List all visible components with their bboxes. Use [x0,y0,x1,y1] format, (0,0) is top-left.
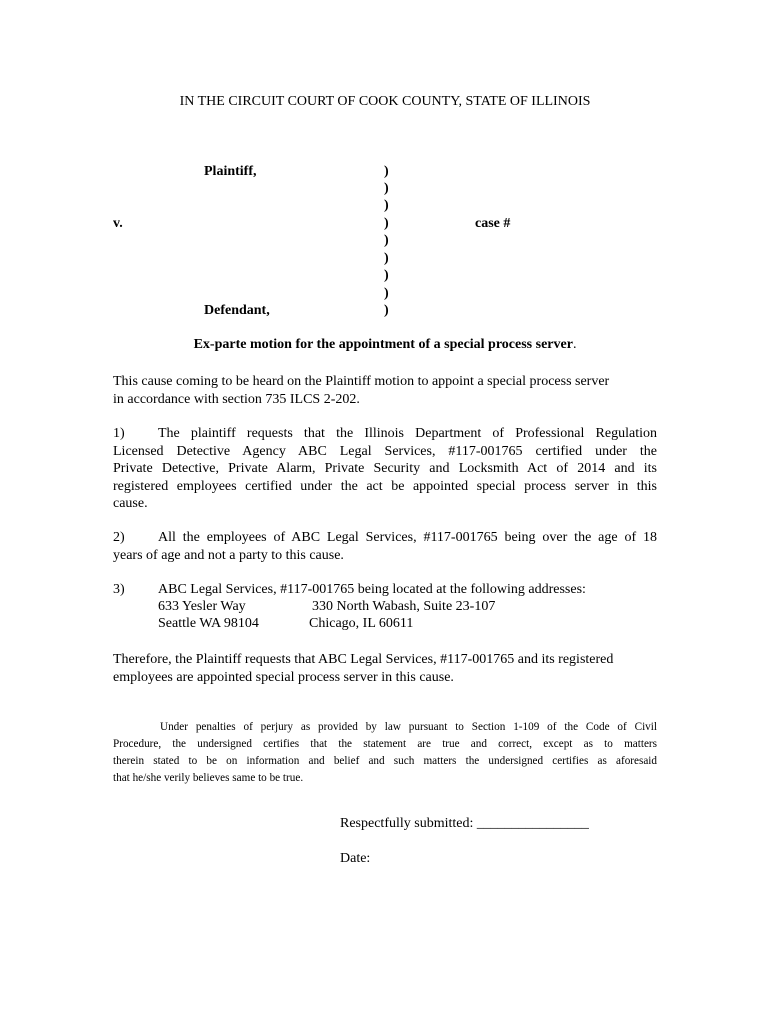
numbered-item-3 [113,581,657,599]
item-line: Private Detective, Private Alarm, Private Security and Locksmith Act of 2014 and its [113,461,657,476]
therefore-paragraph [113,651,657,686]
item-number: 1) [113,426,125,441]
date-label: Date: [340,851,371,866]
case-number-label: case # [475,216,511,231]
caption-paren: ) [384,233,389,248]
item-number: 3) [113,582,125,597]
item-line-text: ABC Legal Services, #117-001765 being located at the following addresses: [158,582,586,597]
item-line: Licensed Detective Agency ABC Legal Services, #117-001765 certified under the [113,443,657,459]
plaintiff-label: Plaintiff, [204,164,257,179]
certification-line: that he/she verily believes same to be true. [113,772,304,784]
item-line [113,529,657,547]
versus-label: v. [113,216,123,231]
intro-paragraph [113,373,657,408]
address-street: 330 North Wabash, Suite 23-107 [312,599,496,614]
numbered-item-2 [113,529,657,564]
respectfully-submitted-line: Respectfully submitted: ________________ [340,816,589,831]
address-city: Chicago, IL 60611 [309,616,414,631]
intro-line: in accordance with section 735 ILCS 2-202. [113,391,360,407]
motion-title [0,337,770,353]
caption-paren: ) [384,181,389,196]
caption-paren: ) [384,164,389,179]
address-street: 633 Yesler Way [158,599,246,614]
numbered-item-1 [113,425,657,513]
caption-paren: ) [384,303,389,318]
defendant-label: Defendant, [204,303,270,318]
caption-paren: ) [384,268,389,283]
court-title: IN THE CIRCUIT COURT OF COOK COUNTY, STATE OF ILLINOIS [179,94,591,109]
item-line-text: The plaintiff requests that the Illinois Department of Professional Regulation [158,426,657,441]
caption-paren: ) [384,251,389,266]
certification-line: Procedure, the undersigned certifies that the statement are true and correct, except as to matters [113,738,657,750]
certification-line: therein stated to be on information and belief and such matters the undersigned certifies as aforesaid [113,755,657,767]
intro-line: This cause coming to be heard on the Plaintiff motion to appoint a special process server [113,374,610,389]
motion-title-period: . [572,337,577,352]
certification-line: Under penalties of perjury as provided by law pursuant to Section 1-109 of the Code of Civil [160,721,657,733]
item-line: registered employees certified under the act be appointed special process server in this [113,478,657,494]
motion-title-text: Ex-parte motion for the appointment of a special process server [193,337,573,352]
item-line [113,581,657,599]
item-line-text: All the employees of ABC Legal Services, #117-001765 being over the age of 18 [158,530,657,545]
caption-paren: ) [384,198,389,213]
caption-paren: ) [384,286,389,301]
item-line: cause. [113,496,148,511]
address-city: Seattle WA 98104 [158,616,259,631]
item-line [113,425,657,443]
therefore-line: employees are appointed special process server in this cause. [113,669,454,685]
therefore-line: Therefore, the Plaintiff requests that ABC Legal Services, #117-001765 and its registered [113,652,614,667]
item-line: years of age and not a party to this cause. [113,547,344,563]
caption-paren: ) [384,216,389,231]
item-number: 2) [113,530,125,545]
certification-paragraph [113,719,657,787]
